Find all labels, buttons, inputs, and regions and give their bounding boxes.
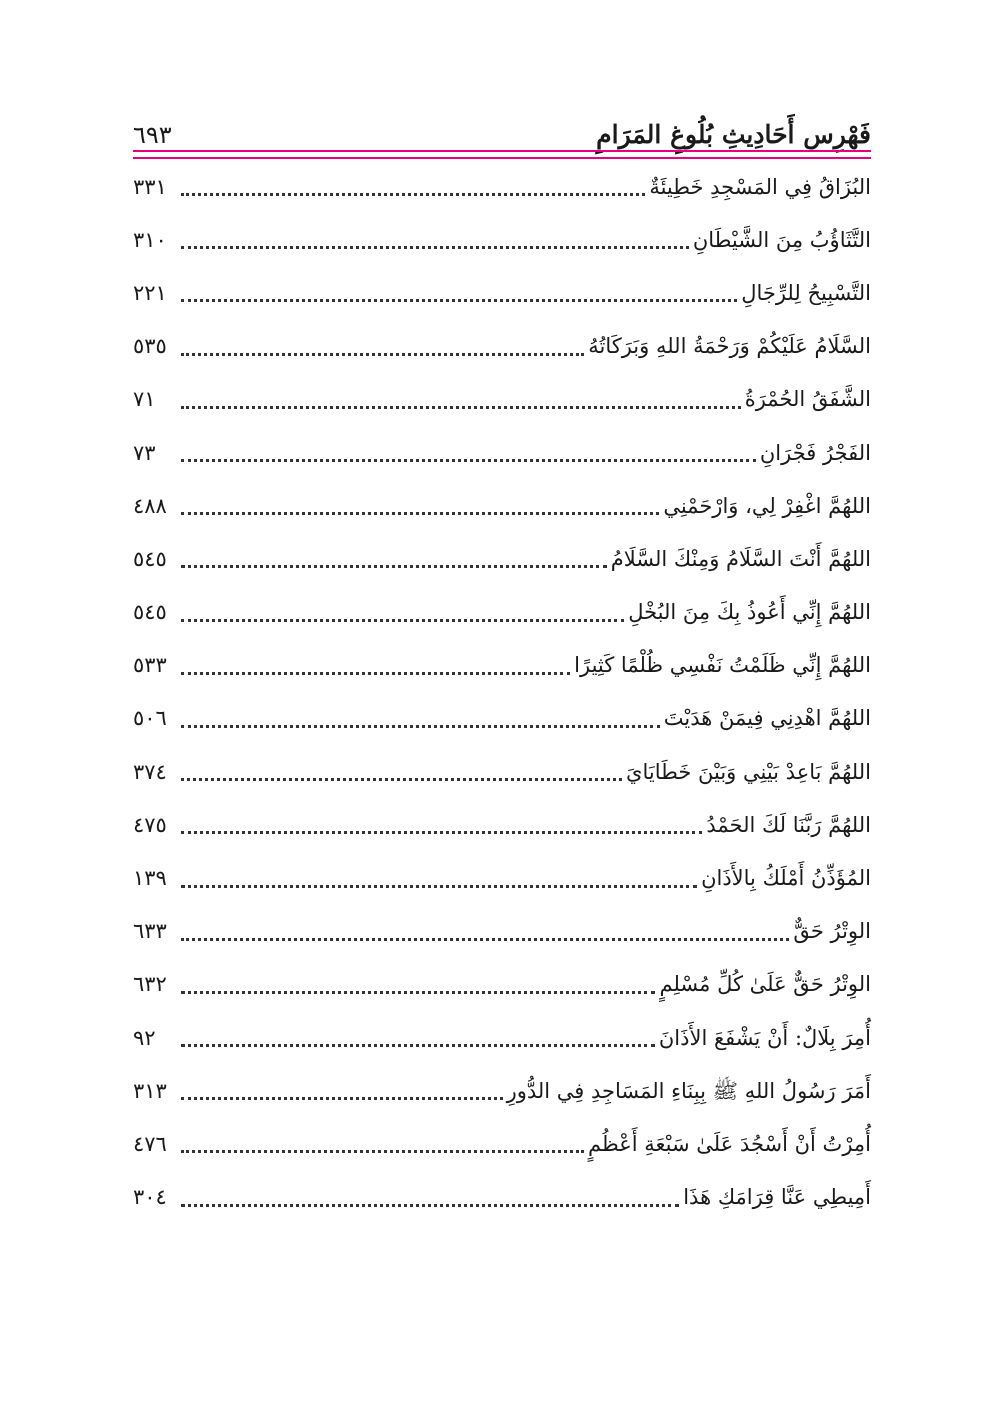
index-entry — [133, 479, 871, 532]
leader-dots — [181, 831, 702, 834]
header-rule-top — [133, 150, 871, 152]
index-entry — [133, 1011, 871, 1064]
leader-dots — [181, 353, 584, 356]
entry-text: أُمِرْتُ أَنْ أَسْجُدَ عَلَىٰ سَبْعَةِ أَعْظُمٍ — [588, 1131, 871, 1156]
entry-text: أُمِرَ بِلَالٌ: أَنْ يَشْفَعَ الأَذَانَ — [658, 1025, 871, 1050]
leader-dots — [181, 1150, 584, 1153]
entry-text: البُزَاقُ فِي المَسْجِدِ خَطِيئَةٌ — [649, 174, 871, 199]
entry-text: السَّلَامُ عَلَيْكُمْ وَرَحْمَةُ اللهِ وَبَرَكَاتُهُ — [588, 334, 871, 359]
page-number: ٦٩٣ — [133, 121, 172, 149]
leader-dots — [181, 991, 655, 994]
entry-text: المُؤَذِّنُ أَمْلَكُ بِالأَذَانِ — [701, 866, 871, 891]
index-entry — [133, 1117, 871, 1170]
entry-text: اللهُمَّ أَنْتَ السَّلَامُ وَمِنْكَ السَّلَامُ — [610, 546, 871, 571]
index-entry — [133, 320, 871, 373]
entry-text: اللهُمَّ اغْفِرْ لِي، وَارْحَمْنِي — [663, 493, 871, 518]
entry-page: ٤٨٨ — [133, 493, 167, 518]
index-entry — [133, 851, 871, 904]
index-entry — [133, 798, 871, 851]
index-entry — [133, 426, 871, 479]
leader-dots — [181, 885, 697, 888]
entry-text: اللهُمَّ إِنِّي أَعُوذُ بِكَ مِنَ البُخْلِ — [628, 600, 871, 625]
leader-dots — [181, 459, 756, 462]
leader-dots — [181, 299, 737, 302]
leader-dots — [181, 1044, 655, 1047]
entry-page: ٣١٠ — [133, 227, 167, 252]
leader-dots — [181, 778, 622, 781]
leader-dots — [181, 193, 645, 196]
entry-page: ٤٧٦ — [133, 1131, 167, 1156]
index-entry — [133, 1171, 871, 1224]
index-entry — [133, 1064, 871, 1117]
entry-text: التَّسْبِيحُ لِلرِّجَالِ — [741, 280, 871, 305]
leader-dots — [181, 938, 789, 941]
entry-text: الوِتْرُ حَقٌّ عَلَىٰ كُلِّ مُسْلِمٍ — [659, 972, 871, 997]
index-entry — [133, 745, 871, 798]
entry-text: الوِتْرُ حَقٌّ — [793, 919, 871, 944]
entry-page: ١٣٩ — [133, 866, 167, 891]
entry-page: ٥٠٦ — [133, 706, 167, 731]
leader-dots — [181, 246, 689, 249]
index-entry — [133, 266, 871, 319]
page-header — [133, 108, 871, 152]
entry-text: الشَّفَقُ الحُمْرَةُ — [744, 387, 871, 412]
leader-dots — [181, 512, 659, 515]
index-entry — [133, 160, 871, 213]
leader-dots — [181, 1097, 503, 1100]
entry-page: ٥٣٥ — [133, 334, 167, 359]
entry-page: ٧٣ — [133, 440, 156, 465]
entry-page: ٥٤٥ — [133, 600, 167, 625]
index-entry — [133, 958, 871, 1011]
index-entry — [133, 213, 871, 266]
leader-dots — [181, 565, 607, 568]
index-entry — [133, 586, 871, 639]
entry-page: ٧١ — [133, 387, 156, 412]
entry-page: ٤٧٥ — [133, 812, 167, 837]
leader-dots — [181, 1204, 679, 1207]
entry-page: ٣٠٤ — [133, 1185, 167, 1210]
entry-page: ٣٣١ — [133, 174, 167, 199]
entry-page: ٢٢١ — [133, 280, 167, 305]
entry-page: ٥٤٥ — [133, 546, 167, 571]
header-rule-bottom — [133, 157, 871, 159]
leader-dots — [181, 406, 741, 409]
entry-text: اللهُمَّ بَاعِدْ بَيْنِي وَبَيْنَ خَطَايَايَ — [626, 759, 871, 784]
entry-text: اللهُمَّ إِنِّي ظَلَمْتُ نَفْسِي ظُلْمًا كَثِيرًا — [574, 653, 871, 678]
entry-text: أَمَرَ رَسُولُ اللهِ ﷺ بِبِنَاءِ المَسَاجِدِ فِي الدُّورِ — [506, 1078, 871, 1103]
leader-dots — [181, 725, 660, 728]
index-entry — [133, 639, 871, 692]
entry-text: التَّثَاؤُبُ مِنَ الشَّيْطَانِ — [692, 227, 871, 252]
index-list — [133, 160, 871, 1224]
entry-page: ٣٧٤ — [133, 759, 167, 784]
running-title: فَهْرِس أَحَادِيثِ بُلُوغِ المَرَامِ — [596, 120, 871, 149]
leader-dots — [181, 619, 624, 622]
entry-text: الفَجْرُ فَجْرَانِ — [759, 440, 871, 465]
entry-page: ٣١٣ — [133, 1078, 167, 1103]
index-entry — [133, 905, 871, 958]
entry-text: اللهُمَّ اهْدِنِي فِيمَنْ هَدَيْتَ — [663, 706, 871, 731]
entry-page: ٩٢ — [133, 1025, 156, 1050]
entry-text: اللهُمَّ رَبَّنَا لَكَ الحَمْدُ — [706, 812, 871, 837]
leader-dots — [181, 672, 570, 675]
entry-page: ٥٣٣ — [133, 653, 167, 678]
index-entry — [133, 692, 871, 745]
index-entry — [133, 373, 871, 426]
entry-page: ٦٣٢ — [133, 972, 167, 997]
entry-page: ٦٣٣ — [133, 919, 167, 944]
entry-text: أَمِيطِي عَنَّا قِرَامَكِ هَذَا — [683, 1185, 871, 1210]
index-entry — [133, 532, 871, 585]
